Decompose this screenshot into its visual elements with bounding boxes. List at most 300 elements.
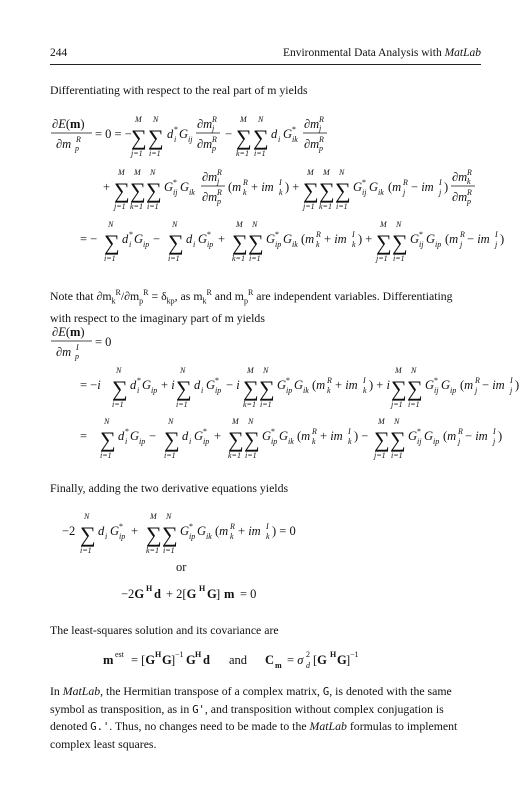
svg-text:(m: (m [445,232,459,246]
svg-text:N: N [252,220,258,229]
matlab-text-5: , and transposition without complex conjugation is [204,701,444,716]
svg-text:∑: ∑ [228,427,244,452]
svg-text:d: d [130,378,137,392]
svg-text:) +: ) + [285,180,300,194]
svg-text:k: k [363,386,367,395]
note-part-6: are independent variables. Differentiating [253,288,453,303]
svg-text:∑: ∑ [100,427,116,452]
svg-text:ip: ip [435,240,442,249]
svg-text:ij: ij [419,240,424,249]
svg-text:N: N [411,366,417,375]
svg-text:∑: ∑ [162,522,178,547]
svg-text:R: R [76,135,81,144]
svg-text:R: R [217,188,222,197]
svg-text:*: * [137,376,141,385]
svg-text:∂m: ∂m [304,137,320,151]
svg-text:k: k [316,240,320,249]
matlab-text-7: . Thus, no changes need to be made to the [109,719,310,734]
svg-text:i: i [201,386,204,395]
svg-text:N: N [339,168,345,177]
word-or: or [176,560,187,574]
svg-text:I: I [510,376,513,385]
svg-text:) = 0: ) = 0 [272,524,296,538]
svg-text:k: k [230,532,234,541]
svg-text:+: + [131,524,139,538]
svg-text:ik: ik [189,188,195,197]
note-part-5: and m [211,288,244,303]
svg-text:i: i [174,135,177,144]
svg-text:I: I [495,230,498,239]
svg-text:+ im: + im [324,232,347,246]
svg-text:R: R [230,522,235,531]
svg-text:ij: ij [362,188,367,197]
svg-text:∑: ∑ [148,125,164,150]
svg-text:k=1: k=1 [146,546,159,555]
svg-text:*: * [189,522,193,531]
equation-2-lhs [51,325,111,361]
svg-text:j=1: j=1 [376,254,388,263]
svg-text:m: m [224,587,235,601]
svg-text:i=1: i=1 [408,400,420,409]
svg-text:ik: ik [378,188,384,197]
svg-text:*: * [419,230,423,239]
svg-text:G: G [179,127,189,141]
svg-text:G: G [262,429,272,443]
svg-text:ip: ip [450,386,457,395]
svg-text:I: I [76,343,79,352]
svg-text:*: * [129,230,133,239]
matlab-text-4: symbol as transposition, as in [50,701,193,716]
svg-text:G: G [134,232,144,246]
svg-text:j: j [439,188,442,197]
svg-text:∂m: ∂m [304,117,320,131]
running-title-software: MatLab [444,47,481,59]
svg-text:N: N [116,366,122,375]
note-part-2: /∂m [120,288,140,303]
svg-text:R: R [460,230,465,239]
svg-text:∑: ∑ [390,427,406,452]
svg-text:) +: ) + [358,232,373,246]
svg-text:) + i: ) + i [369,378,390,392]
svg-text:(m: (m [228,180,242,194]
svg-text:i: i [193,240,196,249]
svg-text:p: p [212,144,216,153]
equation-1-line-3 [80,220,504,263]
matlab-word-2: MatLab [309,719,347,734]
svg-text:*: * [174,125,178,134]
svg-text:R: R [319,135,324,144]
svg-text:∑: ∑ [168,230,184,255]
svg-text:G: G [164,180,174,194]
svg-text:i=1: i=1 [147,202,159,211]
svg-text:): ) [515,378,520,392]
svg-text:∂E(m): ∂E(m) [52,325,85,339]
svg-text:(m: (m [443,429,457,443]
svg-text:*: * [207,230,211,239]
svg-text:I: I [279,178,282,187]
svg-text:ik: ik [303,386,309,395]
svg-text:N: N [396,220,402,229]
svg-text:N: N [108,220,114,229]
svg-text:i=1: i=1 [163,546,175,555]
svg-text:+: + [214,429,222,443]
svg-text:R: R [212,135,217,144]
svg-text:k: k [243,188,247,197]
svg-text:d: d [186,232,193,246]
svg-text:j: j [319,124,322,133]
svg-text:d: d [98,524,105,538]
svg-text:G: G [283,127,293,141]
svg-text:d: d [167,127,174,141]
svg-text:ij: ij [417,437,422,446]
svg-text:−: − [153,232,161,246]
svg-text:= −i: = −i [80,378,101,392]
svg-text:∑: ∑ [335,178,351,203]
svg-text:G: G [266,232,276,246]
svg-text:N: N [172,220,178,229]
svg-text:∑: ∑ [146,522,162,547]
svg-text:∂m: ∂m [202,190,218,204]
svg-text:R: R [217,168,222,177]
svg-text:*: * [286,376,290,385]
svg-text:p: p [75,144,79,153]
paragraph-solution: The least-squares solution and its covariance are [50,623,279,637]
svg-text:m: m [103,653,114,667]
svg-text:∑: ∑ [374,427,390,452]
svg-text:N: N [248,417,254,426]
svg-text:G: G [110,524,120,538]
svg-text:H: H [330,650,337,659]
svg-text:d: d [118,429,125,443]
svg-text:−1: −1 [175,650,184,659]
svg-text:*: * [275,230,279,239]
svg-text:): ) [498,429,503,443]
svg-text:ip: ip [271,437,278,446]
svg-text:G: G [277,378,287,392]
svg-text:R: R [327,376,332,385]
svg-text:R: R [403,178,408,187]
svg-text:+ im: + im [238,524,261,538]
svg-text:∑: ∑ [104,230,120,255]
svg-text:G: G [186,653,196,667]
svg-text:M: M [135,115,142,124]
svg-text:∑: ∑ [303,178,319,203]
svg-text:k: k [327,386,331,395]
svg-text:N: N [263,366,269,375]
svg-text:∑: ∑ [236,125,252,150]
equation-2-line-2 [80,366,519,409]
svg-text:G: G [162,653,172,667]
svg-text:): ) [444,180,449,194]
equation-5 [103,650,359,670]
paragraph-note: Note that $\partial m_k^R/\partial m_p^R = \delta_{kp}$, as $m_k^R$ and $m_p^R$ are independent variables. Differentiating with respect to the imaginary part of m yields [50,288,453,325]
svg-text:*: * [292,125,296,134]
equation-1-line-1 [51,115,327,158]
svg-text:i=1: i=1 [176,400,188,409]
page-number: 244 [50,47,68,59]
eq1-lhs-den: ∂m [56,137,72,151]
svg-text:N: N [153,115,159,124]
svg-text:G: G [441,378,451,392]
svg-text:∂m: ∂m [197,137,213,151]
svg-text:ip: ip [203,437,210,446]
svg-text:R: R [458,427,463,436]
svg-text:j: j [458,437,461,446]
svg-text:M: M [150,512,157,521]
svg-text:k: k [467,177,471,186]
svg-text:d: d [182,429,189,443]
svg-text:ik: ik [206,532,212,541]
paragraph-intro: Differentiating with respect to the real part of m yields [50,83,308,97]
svg-text:∂m: ∂m [202,170,218,184]
svg-text:i=1: i=1 [393,254,405,263]
svg-text:ip: ip [215,386,222,395]
svg-text:G: G [283,232,293,246]
svg-text:j=1: j=1 [374,451,386,460]
svg-text:G: G [294,378,304,392]
svg-text:(m: (m [301,232,315,246]
svg-text:+ im: + im [320,429,343,443]
svg-text:= σ: = σ [287,653,304,667]
svg-text:j: j [495,240,498,249]
svg-text:ip: ip [139,437,146,446]
svg-text:j: j [217,177,220,186]
svg-text:ip: ip [143,240,150,249]
svg-text:M: M [323,168,330,177]
svg-text:∂m: ∂m [452,170,468,184]
svg-text:G: G [426,232,436,246]
equation-2-line-3 [80,417,502,460]
matlab-word: MatLab [62,684,101,698]
svg-text:) −: ) − [354,429,369,443]
svg-text:ip: ip [207,240,214,249]
svg-text:+ i: + i [161,378,175,392]
svg-text:G: G [353,180,363,194]
svg-text:d: d [271,127,278,141]
matlab-text-1: In [50,684,63,698]
svg-text:j: j [475,386,478,395]
eq1-lhs-num: ∂E(m) [52,117,85,131]
svg-text:(m: (m [312,378,326,392]
svg-text:est: est [115,650,124,659]
svg-text:+: + [218,232,226,246]
svg-text:ip: ip [189,532,196,541]
svg-text:]: ] [171,653,176,667]
svg-text:∑: ∑ [319,178,335,203]
svg-text:j: j [460,240,463,249]
svg-text:i=1: i=1 [254,149,266,158]
equation-1-line-2 [103,168,475,211]
svg-text:m: m [275,661,282,670]
svg-text:*: * [119,522,123,531]
svg-text:]: ] [216,587,221,601]
svg-text:p: p [467,197,471,206]
svg-text:N: N [180,366,186,375]
svg-text:i=1: i=1 [245,451,257,460]
svg-text:i=1: i=1 [104,254,116,263]
svg-text:*: * [362,178,366,187]
svg-text:k=1: k=1 [236,149,249,158]
svg-text:(m: (m [388,180,402,194]
svg-text:G: G [369,180,379,194]
svg-text:G: G [130,429,140,443]
svg-text:j: j [510,386,513,395]
svg-text:C: C [265,653,275,667]
svg-text:k: k [312,437,316,446]
svg-text:M: M [307,168,314,177]
svg-text:− im: − im [465,429,488,443]
svg-text:d: d [122,232,129,246]
svg-text:*: * [434,376,438,385]
svg-text:R: R [212,115,217,124]
svg-text:G: G [207,587,217,601]
note-part-3: = δ [148,288,167,303]
svg-text:− im: − im [482,378,505,392]
svg-text:k: k [266,532,270,541]
svg-text:∑: ∑ [176,376,192,401]
svg-text:+ 2[G: + 2[G [166,587,197,601]
svg-text:p: p [217,197,221,206]
svg-text:ip: ip [119,532,126,541]
svg-text:*: * [203,427,207,436]
svg-text:d: d [306,661,310,670]
svg-text:k: k [279,188,283,197]
svg-text:M: M [380,220,387,229]
svg-text:): ) [500,232,505,246]
svg-text:M: M [118,168,125,177]
svg-text:I: I [493,427,496,436]
svg-text:∑: ∑ [407,376,423,401]
svg-text:*: * [417,427,421,436]
svg-text:R: R [475,376,480,385]
svg-text:ip: ip [286,386,293,395]
svg-text:i: i [125,437,128,446]
svg-text:∑: ∑ [253,125,269,150]
svg-text:R: R [316,230,321,239]
svg-text:+ im: + im [335,378,358,392]
svg-text:G: G [142,378,152,392]
code-G-dot-prime: G.' [90,721,110,734]
code-G-prime: G' [192,703,205,716]
svg-text:d: d [194,378,201,392]
svg-text:d: d [154,587,161,601]
svg-text:∑: ∑ [80,522,96,547]
svg-text:I: I [439,178,442,187]
svg-text:j=1: j=1 [391,400,403,409]
svg-text:= 0 = −: = 0 = − [95,127,132,141]
svg-text:i=1: i=1 [168,254,180,263]
svg-text:N: N [104,417,110,426]
svg-text:(m: (m [297,429,311,443]
svg-text:ik: ik [288,437,294,446]
svg-text:R: R [312,427,317,436]
svg-text:p: p [75,352,79,361]
svg-text:−2: −2 [62,524,76,538]
matlab-text-6: denoted [50,719,91,734]
svg-text:= [G: = [G [131,653,156,667]
svg-text:i: i [137,386,140,395]
svg-text:∑: ∑ [248,230,264,255]
svg-text:]: ] [346,653,351,667]
svg-text:I: I [266,522,269,531]
svg-text:−1: −1 [350,650,359,659]
svg-text:i=1: i=1 [391,451,403,460]
svg-text:ij: ij [173,188,178,197]
svg-text:M: M [232,417,239,426]
svg-text:− im: − im [467,232,490,246]
svg-text:H: H [155,650,162,659]
svg-text:2: 2 [306,650,310,659]
svg-text:M: M [134,168,141,177]
svg-text:=: = [80,429,88,443]
svg-text:∑: ∑ [131,125,147,150]
svg-text:− i: − i [226,378,240,392]
svg-text:M: M [395,366,402,375]
svg-text:H: H [195,650,202,659]
svg-text:i: i [189,437,192,446]
svg-text:R: R [467,168,472,177]
svg-text:j=1: j=1 [303,202,315,211]
svg-text:∂m: ∂m [197,117,213,131]
svg-text:j: j [493,437,496,446]
svg-text:∑: ∑ [130,178,146,203]
svg-text:G: G [424,429,434,443]
svg-text:H: H [199,584,206,593]
svg-text:i: i [129,240,132,249]
svg-text:ik: ik [292,135,298,144]
svg-text:i=1: i=1 [112,400,124,409]
equation-3 [62,512,296,555]
matlab-text-8: formulas to implement [346,719,458,734]
note-line-2: with respect to the imaginary part of m yields [50,310,265,325]
svg-text:[G: [G [313,653,327,667]
code-G: G [322,686,330,698]
svg-text:∑: ∑ [164,427,180,452]
svg-text:G: G [425,378,435,392]
svg-text:G: G [337,653,347,667]
svg-text:∑: ∑ [146,178,162,203]
svg-text:ip: ip [433,437,440,446]
svg-text:i=1: i=1 [80,546,92,555]
svg-text:j=1: j=1 [131,149,143,158]
svg-text:i=1: i=1 [100,451,112,460]
svg-text:+ im: + im [251,180,274,194]
svg-text:i: i [278,135,281,144]
svg-text:*: * [125,427,129,436]
svg-text:ik: ik [292,240,298,249]
svg-text:i=1: i=1 [249,254,261,263]
svg-text:N: N [394,417,400,426]
svg-text:∂m: ∂m [452,190,468,204]
svg-text:M: M [378,417,385,426]
svg-text:j: j [212,124,215,133]
svg-text:G: G [197,524,207,538]
svg-text:−: − [149,429,157,443]
svg-text:− im: − im [411,180,434,194]
svg-text:ip: ip [151,386,158,395]
svg-text:∑: ∑ [114,178,130,203]
svg-text:+: + [103,180,111,194]
svg-text:N: N [258,115,264,124]
svg-text:R: R [467,188,472,197]
svg-text:= 0: = 0 [95,335,112,349]
svg-text:H: H [146,584,153,593]
svg-text:k=1: k=1 [243,400,256,409]
svg-text:*: * [173,178,177,187]
svg-text:ij: ij [434,386,439,395]
svg-text:(m: (m [215,524,229,538]
svg-text:(m: (m [460,378,474,392]
